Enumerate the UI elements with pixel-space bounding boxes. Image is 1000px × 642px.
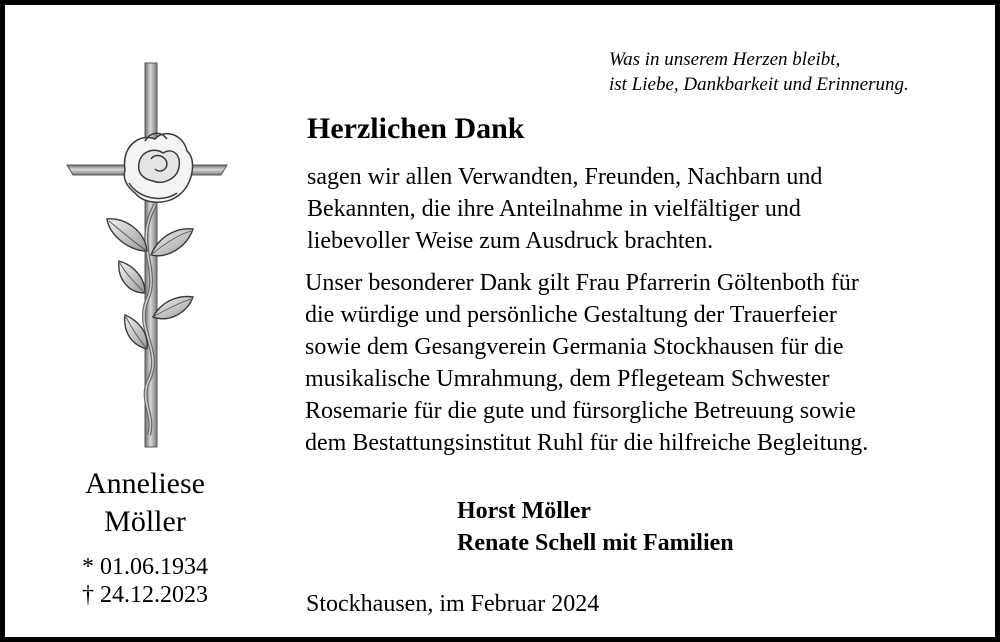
death-date: † 24.12.2023 [82, 582, 208, 608]
place-date: Stockhausen, im Februar 2024 [306, 591, 600, 617]
paragraph-line: Unser besonderer Dank gilt Frau Pfarrerin Göltenboth für [305, 270, 859, 296]
special-thanks-paragraph [305, 267, 995, 459]
signer-name: Renate Schell mit Familien [457, 530, 734, 556]
birth-date: * 01.06.1934 [82, 554, 208, 580]
paragraph-line: sagen wir allen Verwandten, Freunden, Nachbarn und [307, 164, 823, 190]
paragraph-line: dem Bestattungsinstitut Ruhl für die hilfreiche Begleitung. [305, 430, 869, 456]
signer-name: Horst Möller [457, 498, 591, 524]
cross-with-rose-icon [63, 55, 235, 451]
paragraph-line: Bekannten, die ihre Anteilnahme in vielfältiger und [307, 196, 801, 222]
signers [457, 495, 734, 559]
paragraph-line: Rosemarie für die gute und fürsorgliche Betreuung sowie [305, 398, 856, 424]
paragraph-line: musikalische Umrahmung, dem Pflegeteam Schwester [305, 366, 830, 392]
deceased-first-name: Anneliese [85, 467, 205, 500]
deceased-name [45, 465, 245, 541]
motto-line: Was in unserem Herzen bleibt, [609, 49, 841, 70]
thanks-paragraph [307, 161, 987, 257]
page-title: Herzlichen Dank [307, 112, 525, 145]
motto [609, 47, 989, 97]
life-dates [45, 553, 245, 609]
paragraph-line: sowie dem Gesangverein Germania Stockhausen für die [305, 334, 844, 360]
motto-line: ist Liebe, Dankbarkeit und Erinnerung. [609, 74, 909, 95]
paragraph-line: die würdige und persönliche Gestaltung der Trauerfeier [305, 302, 837, 328]
paragraph-line: liebevoller Weise zum Ausdruck brachten. [307, 228, 714, 254]
deceased-last-name: Möller [104, 505, 186, 538]
